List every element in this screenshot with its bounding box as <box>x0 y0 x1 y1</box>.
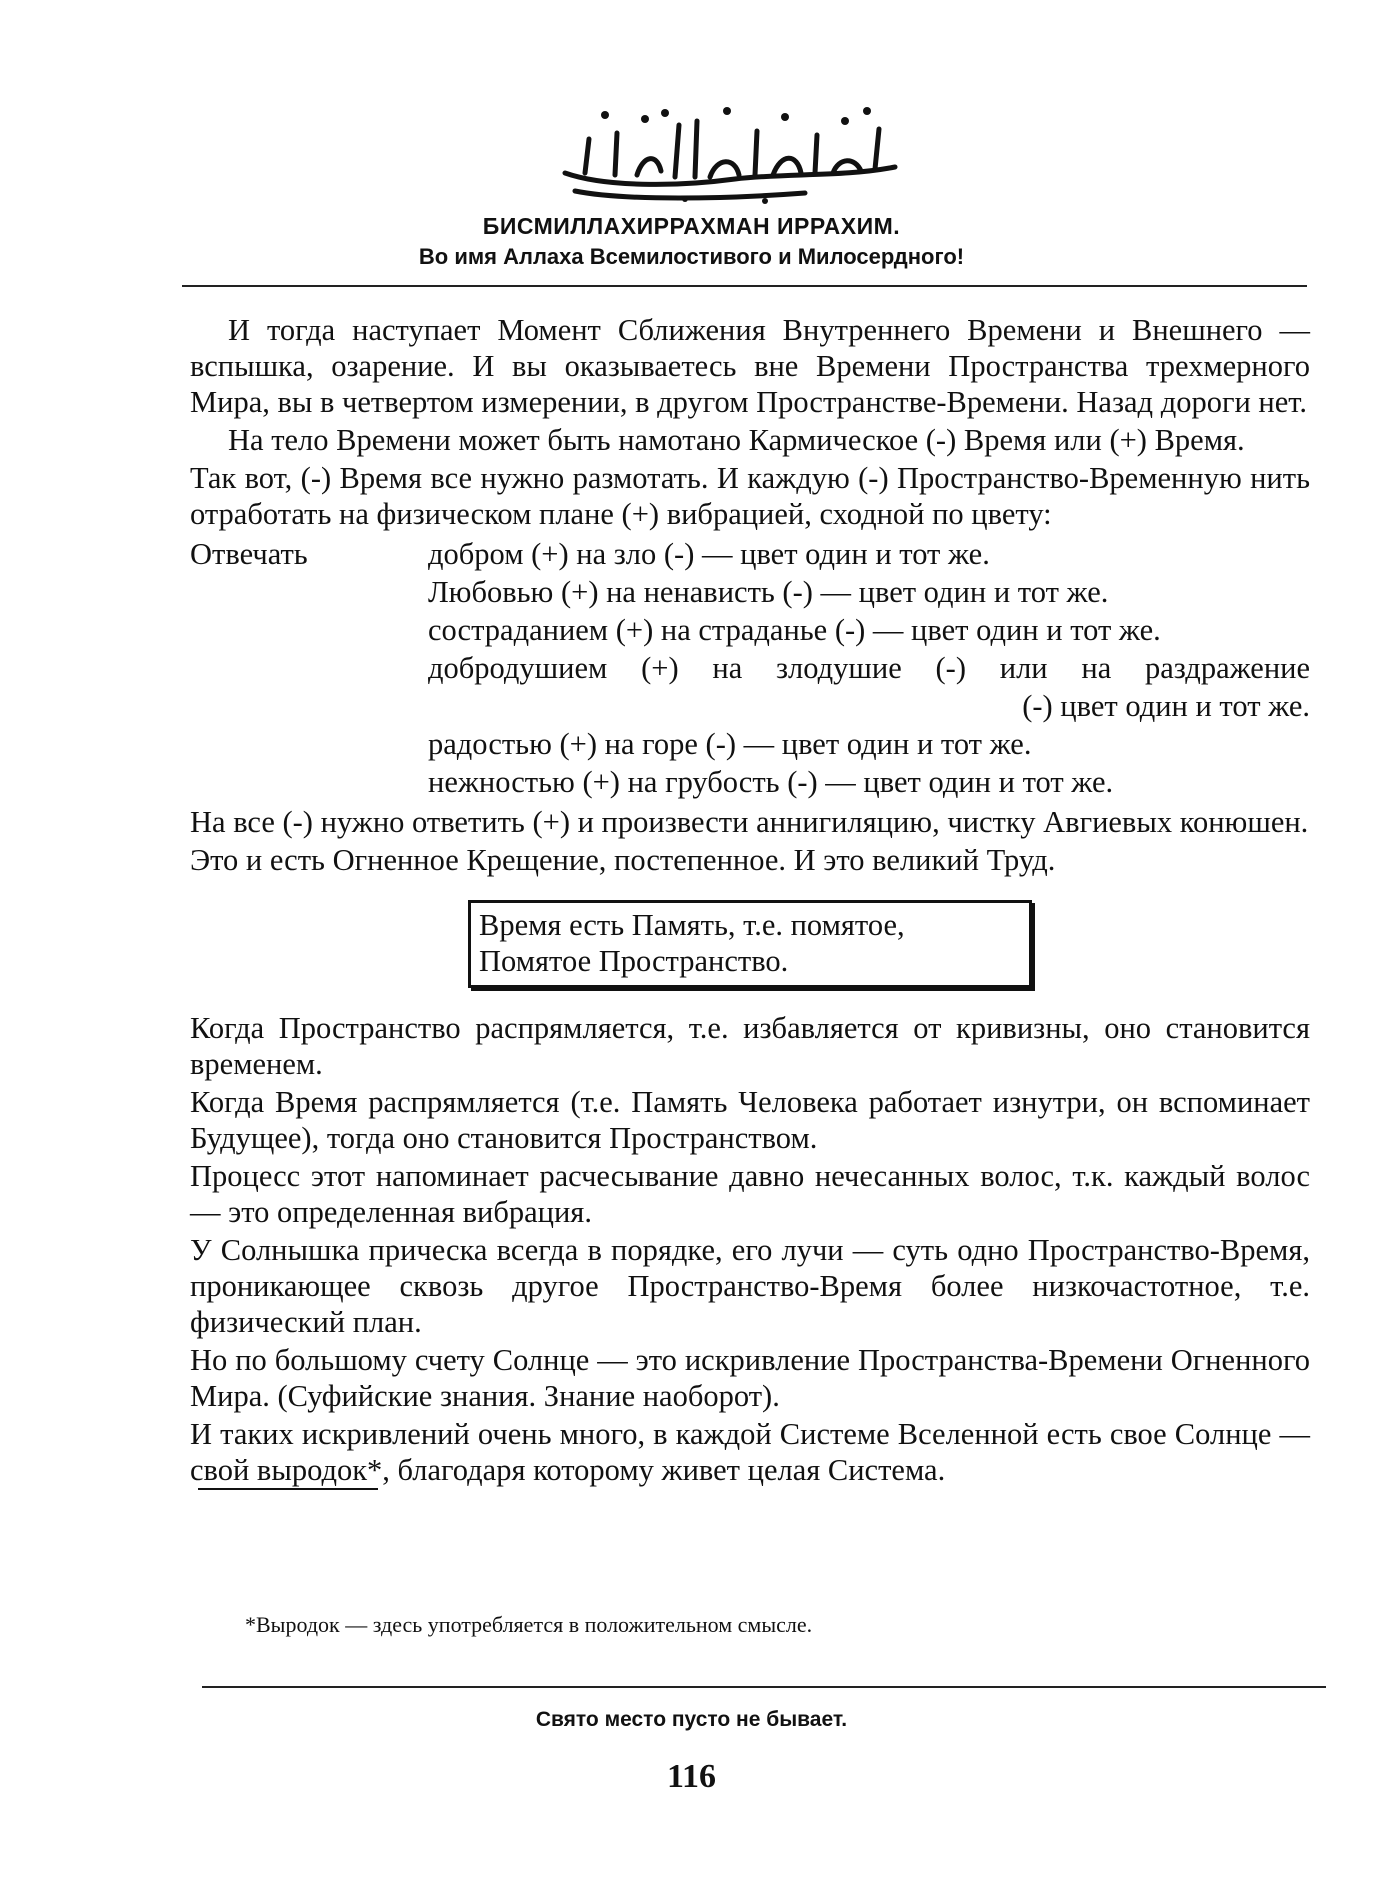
answer-line: Любовью (+) на ненависть (-) — цвет один и тот же. <box>428 575 1109 609</box>
answer-line: состраданием (+) на страданье (-) — цвет один и тот же. <box>428 613 1161 647</box>
bismillah-calligraphy <box>545 95 915 205</box>
footnote-divider <box>198 1488 378 1490</box>
answer-line-continuation: (-) цвет один и тот же. <box>1022 689 1310 723</box>
footnote: *Выродок — здесь употребляется в положительном смысле. <box>245 1612 813 1637</box>
paragraph-4: На все (-) нужно ответить (+) и произвести аннигиляцию, чистку Авгиевых конюшен. <box>190 805 1309 839</box>
header-title: БИСМИЛЛАХИРРАХМАН ИРРАХИМ. <box>482 213 901 239</box>
paragraph-3: Так вот, (-) Время все нужно размотать. И каждую (-) Пространство-Временную нить отработать на физическом плане (+) вибрацией, сходной по цвету: <box>190 461 1310 531</box>
paragraph-9: У Солнышка прическа всегда в порядке, его лучи — суть одно Пространство-Время, проникающее сквозь другое Пространство-Время более низкочастотное, т.е. физический план. <box>190 1233 1310 1339</box>
page-number: 116 <box>666 1758 717 1795</box>
boxed-quote-wrapper <box>190 900 1310 988</box>
boxed-quote-line-2: Помятое Пространство. <box>479 944 789 978</box>
answer-line: добродушием (+) на злодушие (-) или на раздражение <box>428 651 1310 685</box>
footer-divider <box>202 1686 1326 1688</box>
paragraph-7: Когда Время распрямляется (т.е. Память Человека работает изнутри, он вспоминает Будущее), тогда оно становится Пространством. <box>190 1085 1310 1155</box>
paragraph-1: И тогда наступает Момент Сближения Внутреннего Времени и Внешнего — вспышка, озарение. И вы оказываетесь вне Времени Пространства трехмерного Мира, вы в четвертом измерении, в другом Пространстве-Времени. Назад дороги нет. <box>190 313 1310 419</box>
main-text <box>190 312 1310 1500</box>
answer-line: добром (+) на зло (-) — цвет один и тот же. <box>428 537 990 571</box>
paragraph-6: Когда Пространство распрямляется, т.е. избавляется от кривизны, оно становится временем. <box>190 1011 1310 1081</box>
header-divider <box>182 285 1307 287</box>
paragraph-11: И таких искривлений очень много, в каждой Системе Вселенной есть свое Солнце — свой выродок*, благодаря которому живет целая Система. <box>190 1417 1310 1487</box>
answers-label: Отвечать <box>190 537 308 571</box>
paragraph-5: Это и есть Огненное Крещение, постепенное. И это великий Труд. <box>190 843 1056 877</box>
answers-list <box>428 536 1310 802</box>
header-subtitle: Во имя Аллаха Всемилостивого и Милосердного! <box>418 244 965 269</box>
boxed-quote <box>468 900 1032 988</box>
answers-block <box>190 536 1310 802</box>
footer-proverb: Свято место пусто не бывает. <box>535 1708 848 1731</box>
paragraph-10: Но по большому счету Солнце — это искривление Пространства-Времени Огненного Мира. (Суфийские знания. Знание наоборот). <box>190 1343 1310 1413</box>
answer-line: нежностью (+) на грубость (-) — цвет один и тот же. <box>428 765 1114 799</box>
answer-line: радостью (+) на горе (-) — цвет один и тот же. <box>428 727 1032 761</box>
paragraph-8: Процесс этот напоминает расчесывание давно нечесанных волос, т.к. каждый волос — это определенная вибрация. <box>190 1159 1310 1229</box>
boxed-quote-line-1: Время есть Память, т.е. помятое, <box>479 908 905 942</box>
paragraph-2: На тело Времени может быть намотано Кармическое (-) Время или (+) Время. <box>228 423 1245 457</box>
